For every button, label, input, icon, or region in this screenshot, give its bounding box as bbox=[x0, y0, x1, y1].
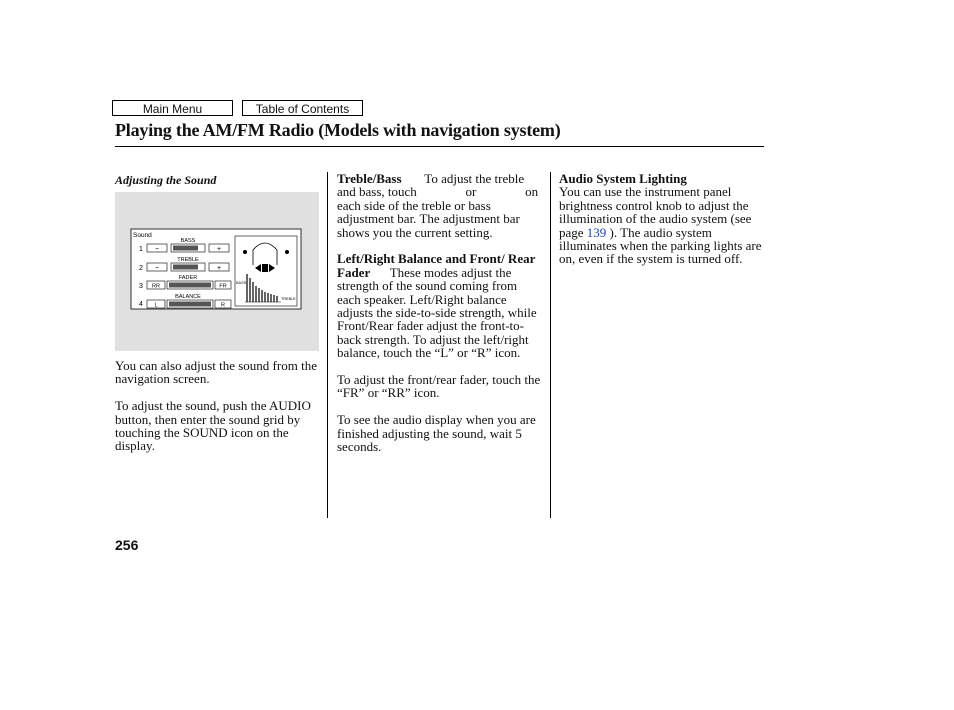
main-menu-button[interactable]: Main Menu bbox=[112, 100, 233, 116]
audio-lighting-text-a: You can use the instrument panel brightness control knob to adjust the illumination of the audio system (see page bbox=[559, 184, 752, 240]
treble-bass-text-b: on each side of the treble or bass adjustment bar. The adjustment bar shows you the current setting. bbox=[337, 184, 539, 240]
audio-lighting-heading: Audio System Lighting bbox=[559, 171, 687, 186]
balance-fader-text: These modes adjust the strength of the sound coming from each speaker. Left/Right balance adjusts the side-to-side strength, while Front/Rear fader adjust the front-to-back strength. To adjust the left/right balance, touch the “L” or “R” icon. bbox=[337, 264, 537, 361]
treble-minus-button[interactable]: − bbox=[154, 265, 160, 272]
title-divider bbox=[115, 146, 764, 147]
eq-bass-label: BASS bbox=[236, 281, 247, 285]
row-label-balance: BALANCE bbox=[175, 294, 201, 300]
intro-paragraph: You can also adjust the sound from the navigation screen. bbox=[115, 358, 317, 387]
page-number: 256 bbox=[115, 537, 139, 553]
table-of-contents-button[interactable]: Table of Contents bbox=[242, 100, 363, 116]
fader-rear-button[interactable]: RR bbox=[152, 283, 160, 290]
column-1-text bbox=[115, 359, 321, 466]
treble-bass-text-a: To adjust the treble and bass, touch bbox=[337, 171, 525, 200]
column-2-text bbox=[337, 172, 543, 467]
column-3-text bbox=[559, 172, 765, 279]
balance-right-button[interactable]: R bbox=[221, 302, 225, 309]
row-label-fader: FADER bbox=[178, 275, 198, 281]
bass-minus-button[interactable]: − bbox=[154, 246, 160, 253]
balance-fader-heading: Left/Right Balance and Front/ Rear Fader bbox=[337, 251, 536, 280]
row-label-bass: BASS bbox=[180, 238, 196, 244]
balance-fader-paragraph bbox=[337, 252, 543, 359]
row-label-treble: TREBLE bbox=[177, 257, 199, 263]
column-divider-2 bbox=[550, 172, 551, 518]
fader-paragraph: To adjust the front/rear fader, touch the “FR” or “RR” icon. bbox=[337, 372, 541, 401]
column-divider-1 bbox=[327, 172, 328, 518]
treble-bass-paragraph bbox=[337, 172, 543, 239]
treble-bass-heading: Treble/Bass bbox=[337, 171, 402, 186]
sound-screen-figure bbox=[115, 192, 319, 351]
treble-plus-button[interactable]: + bbox=[216, 265, 222, 272]
audio-lighting-text-b: ). The audio system illuminates when the parking lights are on, even if the system is turned off. bbox=[559, 224, 762, 267]
page-title: Playing the AM/FM Radio (Models with navigation system) bbox=[115, 120, 561, 140]
figure-caption: Adjusting the Sound bbox=[115, 173, 217, 187]
screen-title: Sound bbox=[133, 232, 152, 239]
page-139-link[interactable]: 139 bbox=[586, 224, 607, 240]
instructions-paragraph: To adjust the sound, push the AUDIO button, then enter the sound grid by touching the SOUND icon on the display. bbox=[115, 398, 311, 454]
balance-left-button[interactable]: L bbox=[154, 302, 158, 309]
row-number: 4 bbox=[139, 301, 143, 308]
bass-plus-button[interactable]: + bbox=[216, 246, 222, 253]
wait-paragraph: To see the audio display when you are finished adjusting the sound, wait 5 seconds. bbox=[337, 412, 536, 455]
fader-front-button[interactable]: FR bbox=[219, 283, 227, 290]
row-number: 2 bbox=[139, 265, 143, 272]
sound-screen-illustration bbox=[115, 192, 319, 351]
speaker-diagram bbox=[235, 236, 297, 306]
audio-lighting-paragraph bbox=[559, 185, 765, 265]
row-number: 1 bbox=[139, 246, 143, 253]
treble-bass-or: or bbox=[465, 184, 477, 200]
row-number: 3 bbox=[139, 283, 143, 290]
eq-treble-label: TREBLE bbox=[281, 297, 296, 301]
